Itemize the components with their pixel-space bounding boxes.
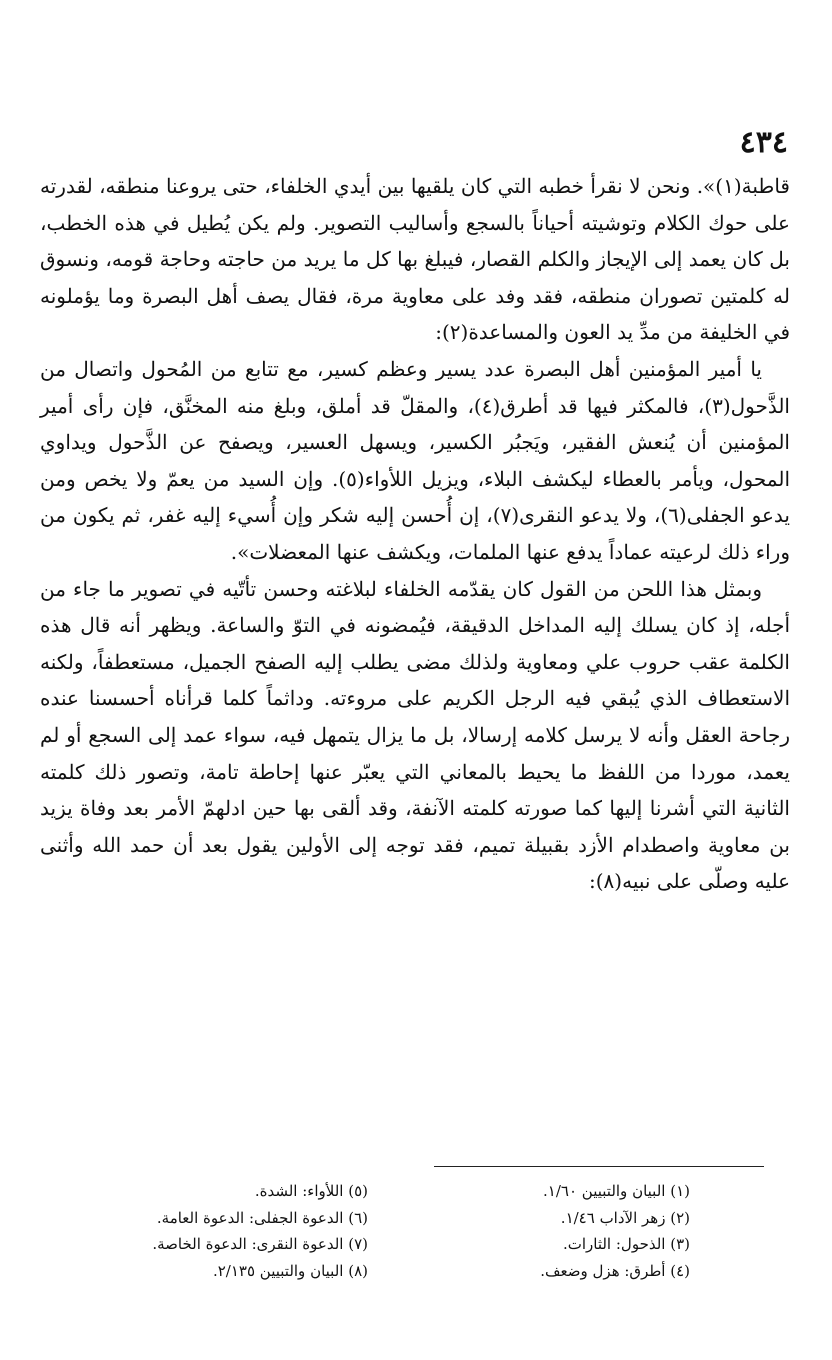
main-text (40, 168, 790, 900)
footnote-3: (٣) الذحول: الثارات. (562, 1235, 690, 1253)
footnote-divider (434, 1166, 764, 1167)
footnote-7: (٧) الدعوة النقرى: الدعوة الخاصة. (152, 1235, 368, 1253)
footnote-2: (٢) زهر الآداب ١/٤٦. (560, 1208, 690, 1227)
footnote-8: (٨) البيان والتبيين ٢/١٣٥. (212, 1261, 368, 1280)
paragraph-intro: قاطبة(١)». ونحن لا نقرأ خطبه التي كان يلقيها بين أيدي الخلفاء، حتى يروعنا منطقه، لقدرته على حوك الكلام وتوشيته أحياناً بالسجع وأساليب التصوير. ولم يكن يُطيل في هذه الخطب، بل كان يعمد إلى الإيجاز والكلم القصار، فيبلغ بها كل ما يريد من حاجته وحاجة قومه، ونسوق له كلمتين تصوران منطقه، فقد وفد على معاوية مرة، فقال يصف أهل البصرة وما يؤملونه في الخليفة من مدِّ يد العون والمساعدة(٢): (40, 174, 790, 345)
footnote-4: (٤) أطرق: هزل وضعف. (540, 1261, 690, 1280)
paragraph-commentary: وبمثل هذا اللحن من القول كان يقدّمه الخلفاء لبلاغته وحسن تأتّيه في تصوير ما جاء من أجله، إذ كان يسلك إليه المداخل الدقيقة، فيُمضونه في التوّ والساعة. ويظهر أنه قال هذه الكلمة عقب حروب علي ومعاوية ولذلك مضى يطلب إليه الصفح الجميل، مستعطفاً، ولكنه الاستعطاف الذي يُبقي فيه الرجل الكريم على مروءته. وداثماً كلما قرأناه أحسسنا عنده رجاحة العقل وأنه لا يرسل كلامه إرسالا، بل ما يزال يتمهل فيه، سواء عمد إلى السجع أو لم يعمد، موردا من اللفظ ما يحيط بالمعاني التي يعبّر عنها إحاطة تامة، وتصور ذلك كلمته الثانية التي أشرنا إليها كما صورته كلمته الآنفة، وقد ألقى بها حين ادلهمّ الأمر بعد وفاة يزيد بن معاوية واصطدام الأزد بقبيلة تميم، فقد توجه إلى الأولين يقول بعد أن حمد الله وأثنى عليه وصلّى على نبيه(٨): (40, 576, 790, 894)
footnotes (86, 1178, 690, 1284)
footnote-6: (٦) الدعوة الجفلى: الدعوة العامة. (156, 1208, 368, 1227)
footnote-1: (١) البيان والتبيين ١/٦٠. (543, 1182, 690, 1200)
paragraph-quoted-speech: يا أمير المؤمنين أهل البصرة عدد يسير وعظم كسير، مع تتابع من المُحول واتصال من الذَّحول(٣)، فالمكثر فيها قد أطرق(٤)، والمقلّ قد أملق، وبلغ منه المخنَّق، فإن رأى أمير المؤمنين أن يُنعش الفقير، ويَجبُر الكسير، ويسهل العسير، ويصفح عن الذَّحول ويداوي المحول، ويأمر بالعطاء ليكشف البلاء، ويزيل اللأواء(٥). وإن السيد من يعمّ ولا يخص ومن يدعو الجفلى(٦)، ولا يدعو النقرى(٧)، إن أُحسن إليه شكر وإن أُسيء إليه غفر، ثم يكون من وراء ذلك لرعيته عماداً يدفع عنها الملمات، ويكشف عنها المعضلات». (40, 356, 790, 564)
page-number: ٤٣٤ (739, 125, 788, 160)
footnote-5: (٥) اللأواء: الشدة. (254, 1182, 368, 1200)
